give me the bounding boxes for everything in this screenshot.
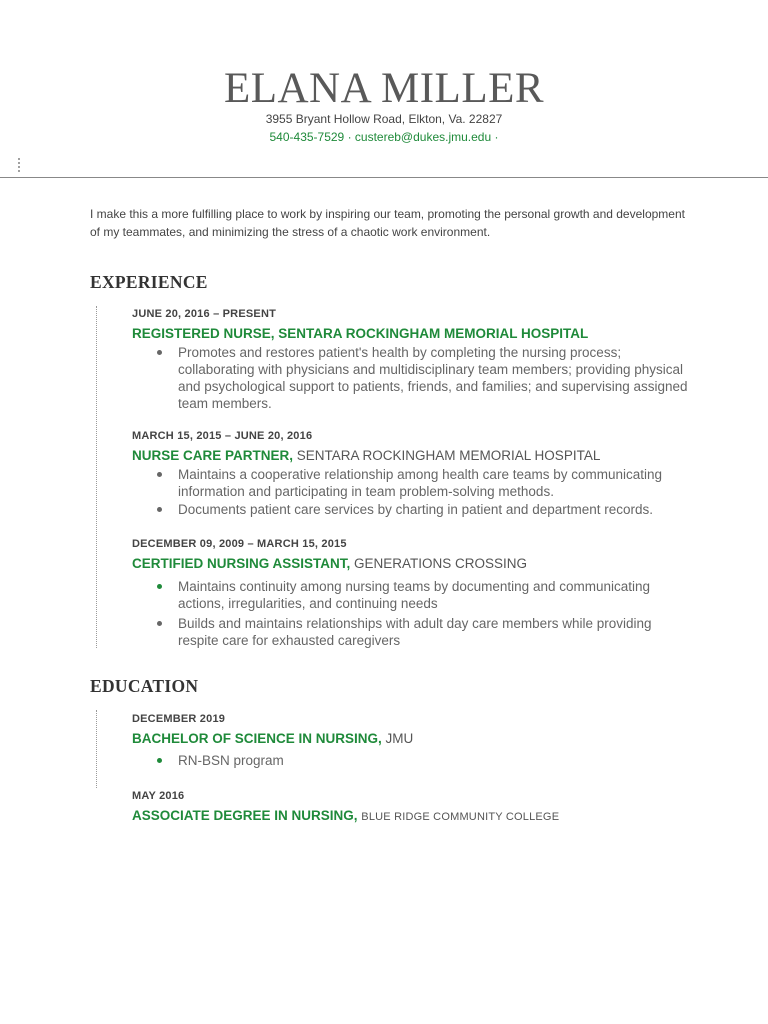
resume-name: ELANA MILLER [223,65,545,112]
entry-bullets [132,578,692,649]
education-entry-2 [132,790,692,823]
entry-role: CERTIFIED NURSING ASSISTANT, [132,556,351,571]
contact-line[interactable]: 540-435-7529 · custereb@dukes.jmu.edu · [269,130,499,144]
entry-title [132,326,692,341]
entry-role: NURSE CARE PARTNER, [132,448,294,463]
entry-title [132,808,692,823]
header-divider [0,177,768,178]
entry-bullets [132,752,692,769]
entry-title [132,448,692,463]
list-item: Maintains a cooperative relationship among health care teams by communicating information and participating in team problem-solving methods. [178,466,692,500]
entry-date: DECEMBER 2019 [132,713,226,725]
summary-paragraph: I make this a more fulfilling place to work by inspiring our team, promoting the personal growth and development of my teammates, and minimizing the stress of a chaotic work environment. [90,207,685,239]
entry-org: GENERATIONS CROSSING [354,556,528,571]
list-item: Maintains continuity among nursing teams by documenting and communicating actions, irregularities, and continuing needs [178,578,692,612]
address-line: 3955 Bryant Hollow Road, Elkton, Va. 22827 [265,112,503,126]
list-item: Promotes and restores patient's health by completing the nursing process; collaborating with physicians and multidisciplinary team members; providing physical and psychological support to patients, friends, and families; and supervising assigned team members. [178,344,692,412]
entry-bullets [132,466,692,518]
entry-role: ASSOCIATE DEGREE IN NURSING, [132,808,358,823]
entry-date: MARCH 15, 2015 – JUNE 20, 2016 [132,430,313,442]
entry-date: MAY 2016 [132,790,185,802]
experience-entry-1 [132,308,692,413]
entry-org: JMU [385,731,414,746]
entry-title [132,556,692,571]
list-item: Builds and maintains relationships with adult day care members while providing respite care for exhausted caregivers [178,615,692,649]
entry-role: REGISTERED NURSE, SENTARA ROCKINGHAM MEMORIAL HOSPITAL [132,326,589,341]
drag-handle-icon[interactable] [18,157,20,173]
entry-org: SENTARA ROCKINGHAM MEMORIAL HOSPITAL [296,448,601,463]
experience-entry-3 [132,538,692,650]
entry-title [132,731,692,746]
entry-bullets [132,344,692,412]
entry-date: DECEMBER 09, 2009 – MARCH 15, 2015 [132,538,347,550]
list-item: Documents patient care services by charting in patient and department records. [178,501,692,518]
entry-date: JUNE 20, 2016 – PRESENT [132,308,277,320]
experience-timeline [96,306,98,648]
education-heading: EDUCATION [90,676,199,696]
education-entry-1 [132,713,692,770]
experience-heading: EXPERIENCE [90,272,208,292]
experience-entry-2 [132,430,692,519]
entry-org: BLUE RIDGE COMMUNITY COLLEGE [361,811,560,823]
entry-role: BACHELOR OF SCIENCE IN NURSING, [132,731,382,746]
list-item: RN-BSN program [178,752,692,769]
education-timeline [96,710,98,788]
